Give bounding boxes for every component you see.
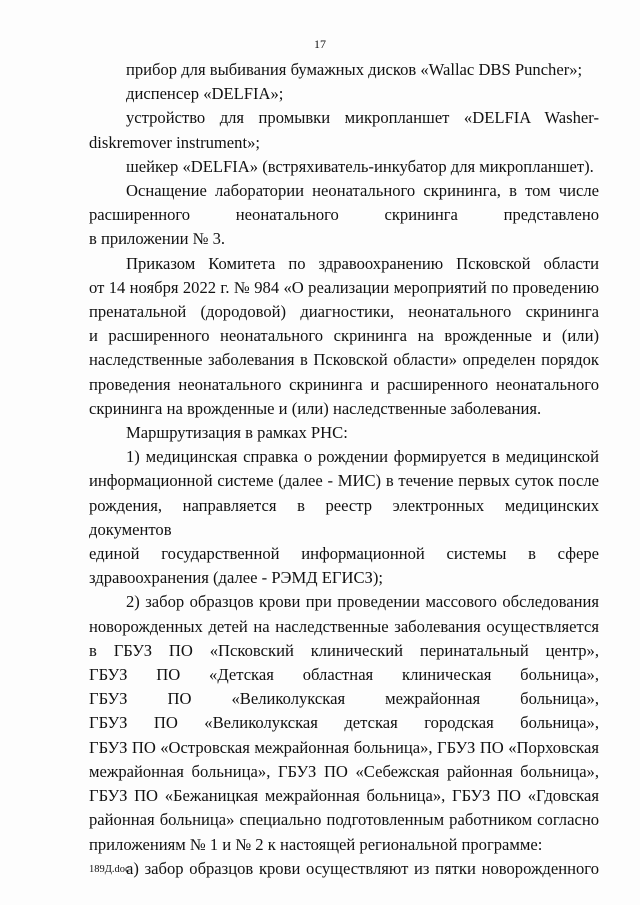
text-line: Маршрутизация в рамках РНС: <box>126 423 348 443</box>
text-line: Приказом Комитета по здравоохранению Псковской области <box>126 253 599 273</box>
text-line: и расширенного неонатального скрининга на врожденные и (или) <box>89 326 599 346</box>
text-line: в ГБУЗ ПО «Псковский клинический перинатальный центр», <box>89 640 599 660</box>
text-line: Оснащение лаборатории неонатального скрининга, в том числе <box>126 181 599 201</box>
text-line: diskremover instrument»; <box>89 132 260 152</box>
text-line: проведения неонатального скрининга и расширенного неонатального <box>89 374 599 394</box>
text-line: устройство для промывки микропланшет «DELFIA Washer- <box>126 108 599 128</box>
text-line: новорожденных детей на наследственные заболевания осуществляется <box>89 616 599 636</box>
text-line: здравоохранения (далее - РЭМД ЕГИСЗ); <box>89 568 383 588</box>
text-line: ГБУЗ ПО «Детская областная клиническая больница», <box>89 665 599 685</box>
text-line: межрайонная больница», ГБУЗ ПО «Себежская районная больница», <box>89 761 599 781</box>
text-line: пренатальной (дородовой) диагностики, неонатального скрининга <box>89 302 599 322</box>
text-line: скрининга на врожденные и (или) наследственные заболевания. <box>89 398 542 418</box>
text-line: диспенсер «DELFIA»; <box>126 84 284 104</box>
text-line: ГБУЗ ПО «Бежаницкая межрайонная больница», ГБУЗ ПО «Гдовская <box>89 786 599 806</box>
text-line: ГБУЗ ПО «Великолукская детская городская больница», <box>89 713 599 733</box>
text-line: шейкер «DELFIA» (встряхиватель-инкубатор для микропланшет). <box>126 156 594 176</box>
document-body <box>89 58 599 881</box>
text-line: от 14 ноября 2022 г. № 984 «О реализации мероприятий по проведению <box>89 277 599 297</box>
text-line: рождения, направляется в реестр электронных медицинских документов <box>89 495 599 539</box>
text-line: единой государственной информационной системы в сфере <box>89 544 599 564</box>
text-line: ГБУЗ ПО «Великолукская межрайонная больница», <box>89 689 599 709</box>
text-line: расширенного неонатального скрининга представлено <box>89 205 599 225</box>
text-line: информационной системе (далее - МИС) в течение первых суток после <box>89 471 599 491</box>
text-line: прибор для выбивания бумажных дисков «Wallac DBS Puncher»; <box>126 60 583 79</box>
text-line: 2) забор образцов крови при проведении массового обследования <box>126 592 599 612</box>
text-line: наследственные заболевания в Псковской области» определен порядок <box>89 350 599 370</box>
text-line: 1) медицинская справка о рождении формируется в медицинской <box>126 447 599 467</box>
footer-filename: 189Д.doc <box>89 864 130 875</box>
text-line: районная больница» специально подготовленным работником согласно <box>89 810 599 830</box>
text-line: приложениям № 1 и № 2 к настоящей региональной программе: <box>89 834 543 854</box>
page-number: 17 <box>314 37 326 51</box>
text-line: ГБУЗ ПО «Островская межрайонная больница», ГБУЗ ПО «Порховская <box>89 737 599 757</box>
text-line: а) забор образцов крови осуществляют из пятки новорожденного <box>126 858 599 878</box>
text-line: в приложении № 3. <box>89 229 226 249</box>
